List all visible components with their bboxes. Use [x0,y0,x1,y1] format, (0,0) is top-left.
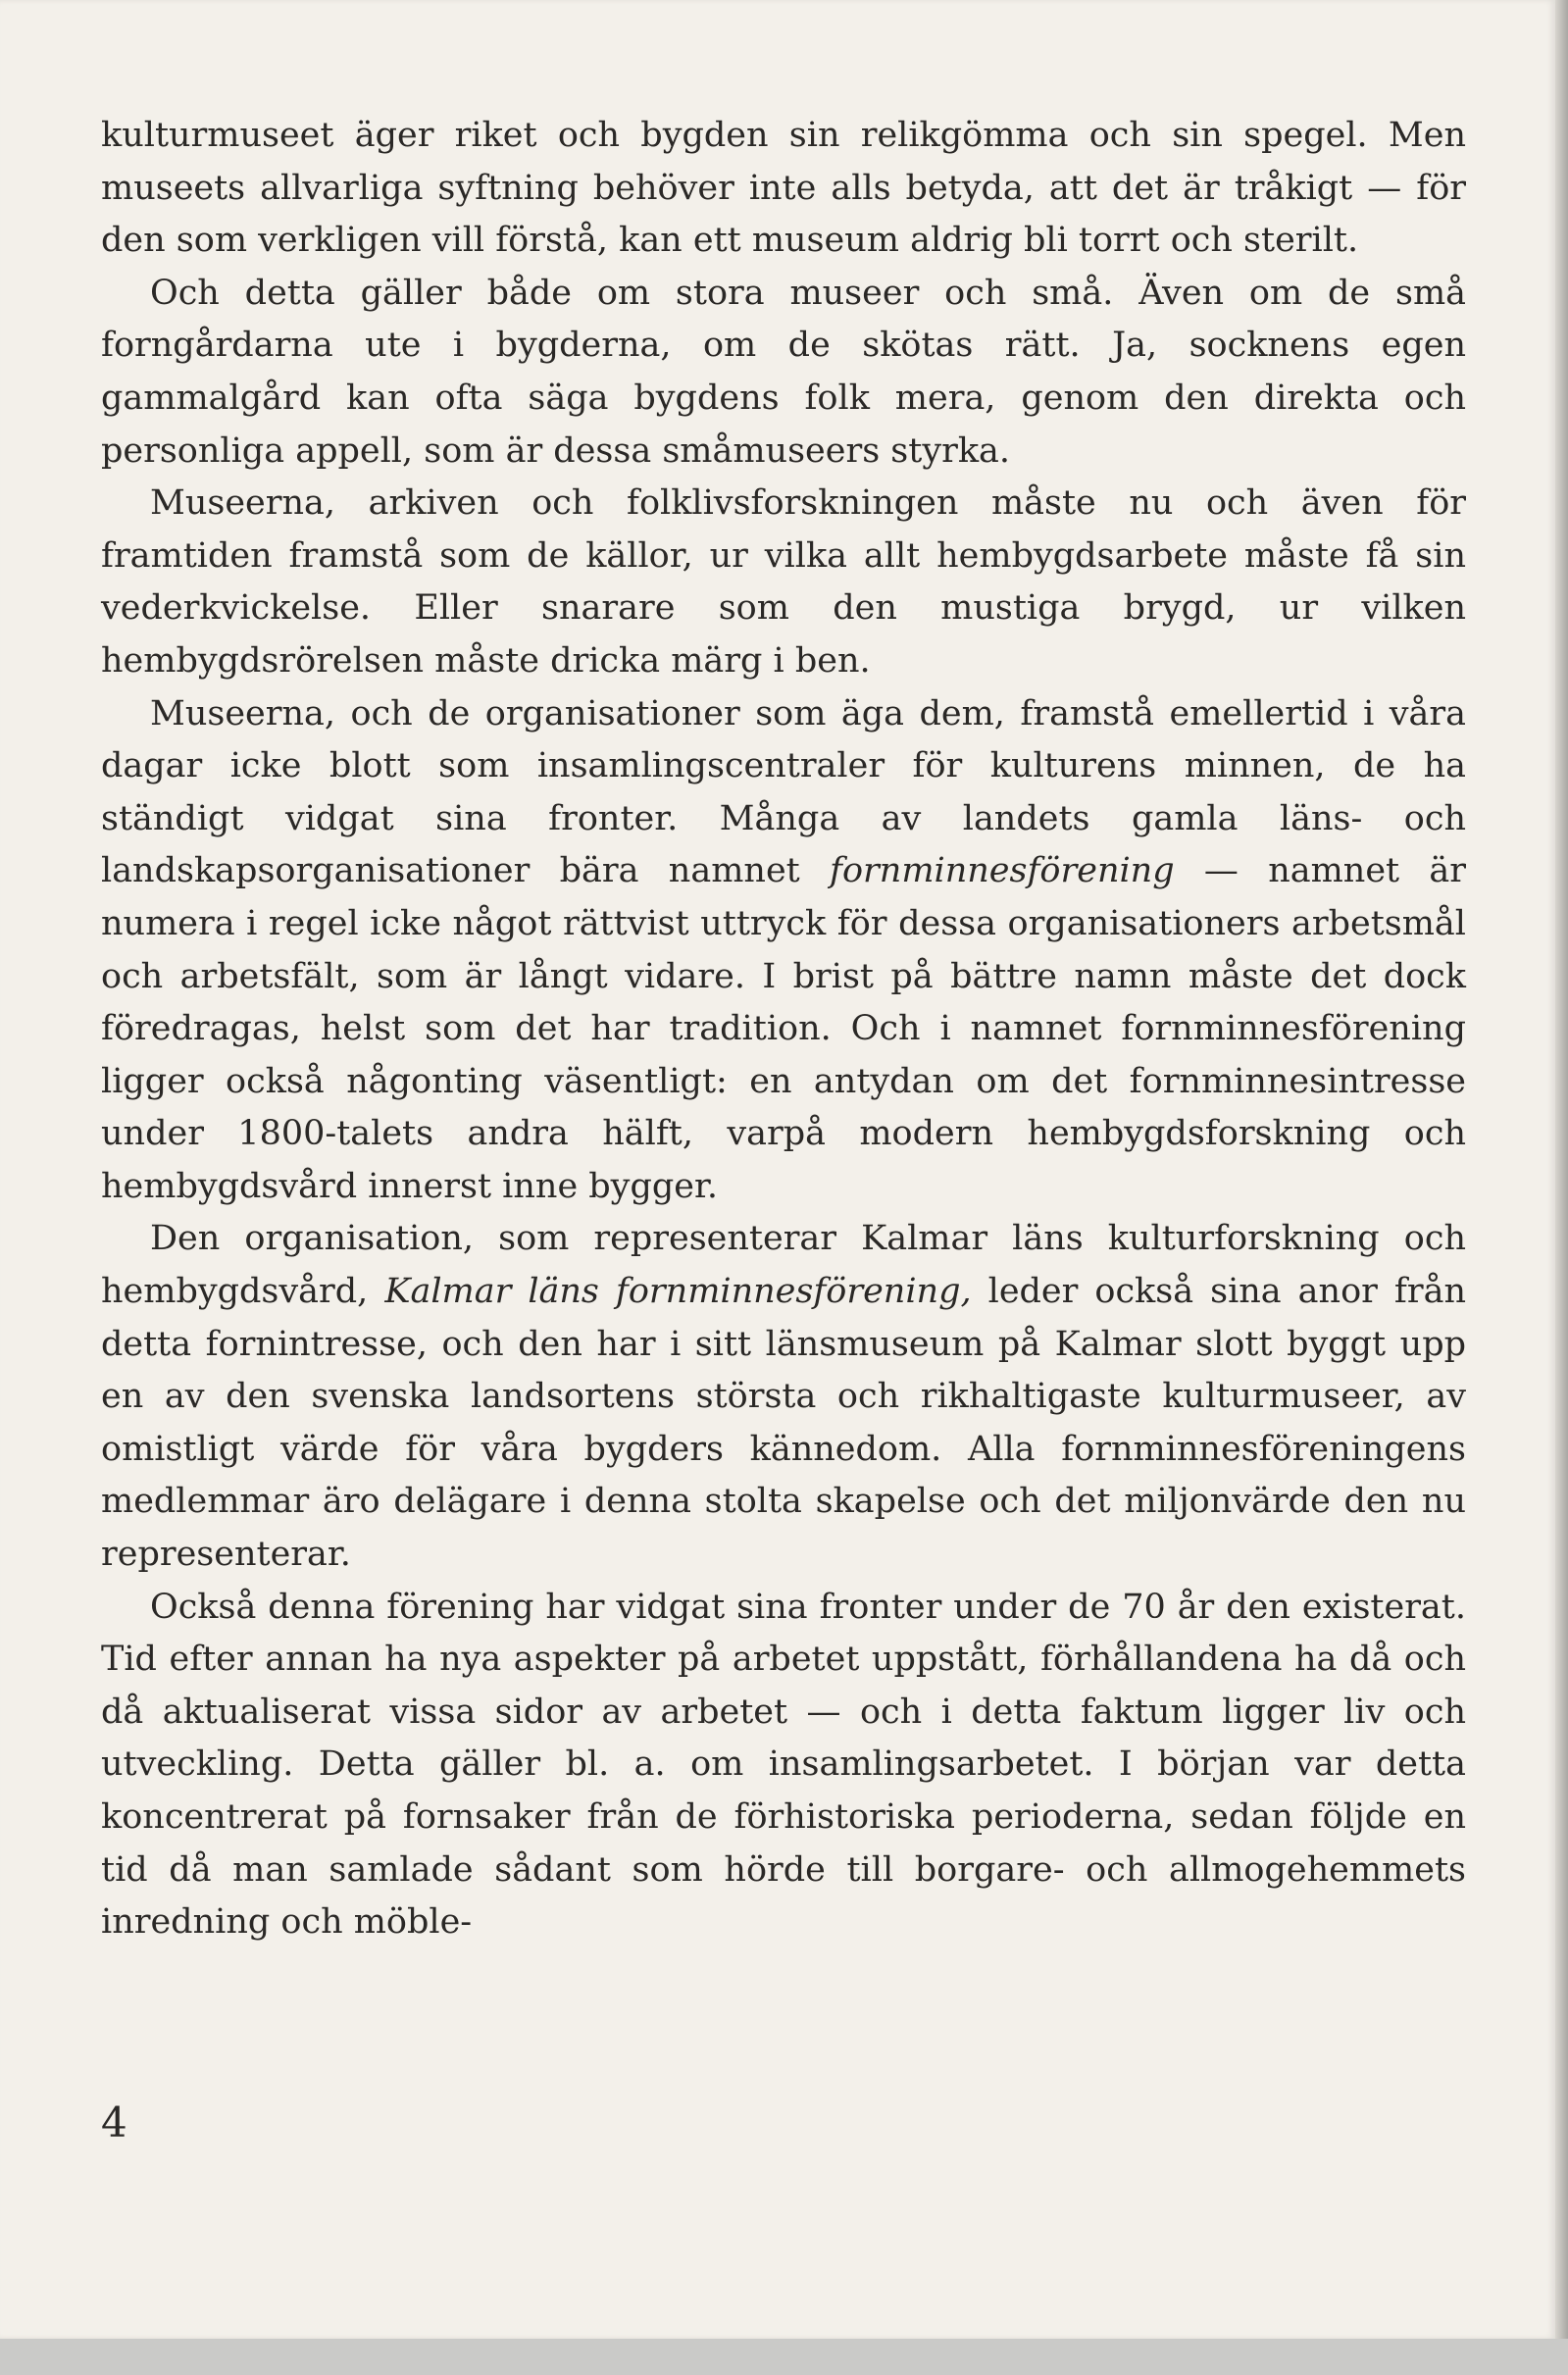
paragraph-5-italic-name: Kalmar läns fornminnesförening, [384,1272,972,1312]
paragraph-4-text-end: — namnet är numera i regel icke något rättvist uttryck för dessa organisationers arbetsmål och arbetsfält, som är långt vidare. I brist på bättre namn måste det dock föredragas, helst som det har tradition. Och i namnet fornminnesförening ligger också någonting väsentligt: en antydan om det fornminnesintresse under 1800-talets andra hälft, varpå modern hembygdsforskning och hembygdsvård innerst inne bygger. [101,851,1467,1206]
paragraph-5 [101,1213,1466,1581]
body-text [101,110,1466,1949]
paragraph-4-italic-term: fornminnesförening [830,851,1175,891]
paragraph-5-text-end: leder också sina anor från detta fornintresse, och den har i sitt länsmuseum på Kalmar slott byggt upp en av den svenska landsortens största och rikhaltigaste kulturmuseer, av omistligt värde för våra bygders kännedom. Alla fornminnesföreningens medlemmar äro delägare i denna stolta skapelse och det miljonvärde den nu representerar. [101,1272,1466,1575]
page-number: 4 [101,2098,127,2147]
paragraph-3: Museerna, arkiven och folklivsforskningen måste nu och även för framtiden framstå som de källor, ur vilka allt hembygdsarbete måste få sin vederkvickelse. Eller snarare som den mustiga brygd, ur vilken hembygdsrörelsen måste dricka märg i ben. [101,483,1466,681]
paragraph-2: Och detta gäller både om stora museer och små. Även om de små forngårdarna ute i bygderna, om de skötas rätt. Ja, socknens egen gammalgård kan ofta säga bygdens folk mera, genom den direkta och personliga appell, som är dessa småmuseers styrka. [101,273,1466,471]
paragraph-1: kulturmuseet äger riket och bygden sin relikgömma och sin spegel. Men museets allvarliga syftning behöver inte alls betyda, att det är tråkigt — för den som verkligen vill förstå, kan ett museum aldrig bli torrt och sterilt. [101,116,1466,261]
page-edge-shadow [1555,0,1568,2339]
scan-bottom-strip [0,2339,1568,2375]
paragraph-5-text-start: Den organisation, som representerar Kalmar läns kulturforskning och hembygdsvård, [101,1219,1466,1312]
paragraph-6: Också denna förening har vidgat sina fronter under de 70 år den existerat. Tid efter annan ha nya aspekter på arbetet uppstått, förhållandena ha då och då aktualiserat vissa sidor av arbetet — och i detta faktum ligger liv och utveckling. Detta gäller bl. a. om insamlingsarbetet. I början var detta koncentrerat på fornsaker från de förhistoriska perioderna, sedan följde en tid då man samlade sådant som hörde till borgare- och allmogehemmets inredning och möble- [101,1587,1466,1943]
paragraph-4-text-start: Museerna, och de organisationer som äga dem, framstå emellertid i våra dagar icke blott som insamlingscentraler för kulturens minnen, de ha ständigt vidgat sina fronter. Många av landets gamla läns- och landskapsorganisationer bära namnet [101,693,1466,891]
paragraph-4 [101,688,1466,1214]
